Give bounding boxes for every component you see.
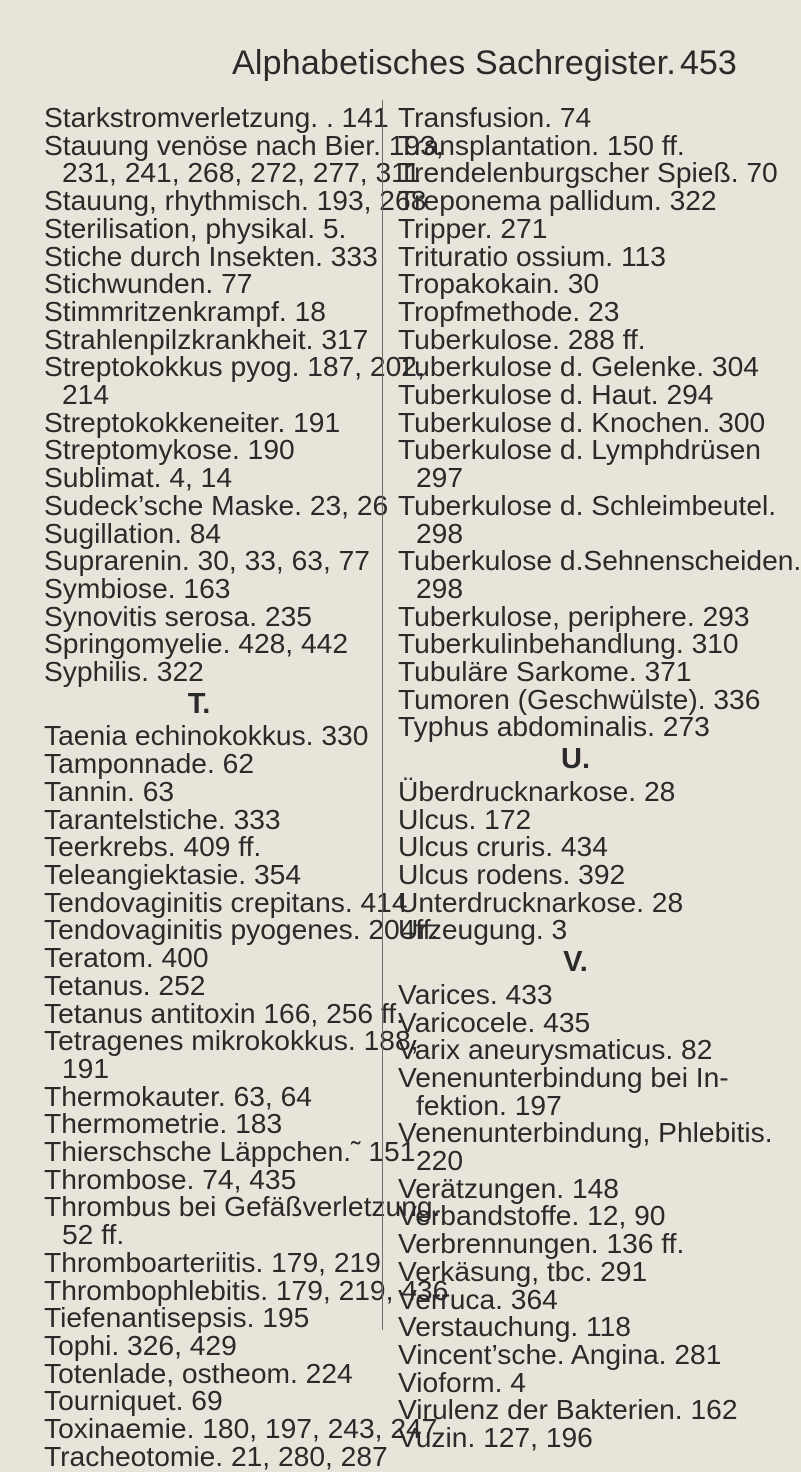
index-entry-line: Verbandstoffe. 12, 90 [398,1199,666,1232]
index-entry-line: Tamponnade. 62 [44,747,255,780]
index-entry-line: Stimmritzenkrampf. 18 [44,294,326,327]
index-entry-line: Thierschsche Läppchen.˜ 151 [44,1135,416,1168]
index-entry [44,747,374,780]
index-entry-line: Teratom. 400 [44,941,209,974]
page-header [0,44,801,84]
index-entry-line: Tropfmethode. 23 [398,294,620,327]
index-entry-line: Tuberkulose d.Sehnenscheiden. [398,544,801,577]
index-entry [44,294,374,327]
index-entry [44,488,389,521]
index-entry-continuation: fektion. 197 [416,1088,562,1121]
index-entry-line: Toxinaemie. 180, 197, 243, 247 [44,1412,438,1445]
index-entry [44,1273,449,1306]
index-entry [44,1328,374,1361]
index-entry [44,239,378,272]
index-entry-line: Tuberkulose d. Lymphdrüsen [398,433,761,466]
index-entry [398,1005,783,1038]
index-entry-line: Syphilis. 322 [44,655,204,688]
index-entry [44,941,374,974]
index-entry-line: Tuberkulinbehandlung. 310 [398,627,739,660]
index-entry [44,571,374,604]
index-entry-continuation: 297 [416,461,464,494]
index-entry-line: Ulcus. 172 [398,802,532,835]
index-entry [44,719,374,752]
index-entry-line: Tiefenantisepsis. 195 [44,1301,310,1334]
index-entry [398,378,783,411]
index-entry [44,1384,374,1417]
index-entry-line: Typhus abdominalis. 273 [398,710,710,743]
index-entry-line: Tuberkulose d. Haut. 294 [398,378,714,411]
index-entry [398,1421,783,1454]
index-entry [44,211,374,244]
index-entry [398,1199,783,1232]
index-entry-line: Stiche durch Insekten. 333 [44,239,378,272]
index-entry-line: Tourniquet. 69 [44,1384,223,1417]
index-entry-line: Varix aneurysmaticus. 82 [398,1033,713,1066]
index-entry-line: Transfusion. 74 [398,101,592,133]
index-entry-line: Taenia echinokokkus. 330 [44,719,369,752]
index-entry [398,885,783,918]
index-entry [398,128,783,161]
index-entry-line: Tetragenes mikrokokkus. 188, [44,1024,419,1057]
index-entry [398,1365,783,1398]
index-entry [398,1171,783,1204]
index-entry-line: Springomyelie. 428, 442 [44,627,348,660]
index-entry [44,913,439,946]
index-entry [44,1356,374,1389]
index-entry [44,1135,416,1168]
index-entry-continuation: 220 [416,1144,464,1177]
index-entry [44,599,374,632]
index-entry-line: Tripper. 271 [398,211,548,244]
index-entry [44,128,444,189]
index-entry-line: Verruca. 364 [398,1282,558,1315]
index-entry [398,294,783,327]
index-entry-line: Vioform. 4 [398,1365,526,1398]
index-entry [398,1393,783,1426]
index-entry-line: Synovitis serosa. 235 [44,599,312,632]
index-entry [44,968,374,1001]
index-entry [398,1227,783,1260]
index-entry [44,857,374,890]
index-entry-line: Verätzungen. 148 [398,1171,619,1204]
index-entry [398,1033,783,1066]
index-entry [44,885,408,918]
section-letter-heading: T. [187,687,211,720]
index-entry-line: Tarantelstiche. 333 [44,802,281,835]
index-entry-line: Thrombophlebitis. 179, 219, 436 [44,1273,449,1306]
index-entry-line: Trendelenburgscher Spieß. 70 [398,156,778,189]
index-entry [398,267,783,300]
section-letter-heading: V. [563,946,588,979]
index-entry [398,1337,783,1370]
index-entry-line: Venenunterbindung bei In- [398,1060,729,1093]
index-entry-line: Virulenz der Bakterien. 162 [398,1393,738,1426]
index-entry-line: Streptokokkeneiter. 191 [44,405,341,438]
index-entry-line: Starkstromverletzung. . 141 [44,101,389,133]
index-entry-line: Thrombus bei Gefäßverletzung. [44,1190,441,1223]
index-entry-line: Teleangiektasie. 354 [44,857,302,890]
index-entry-line: Thrombose. 74, 435 [44,1162,297,1195]
index-entry-continuation: 214 [62,378,110,411]
index-column-right [398,101,801,1454]
index-entry-line: Tumoren (Geschwülste). 336 [398,682,761,715]
index-entry-line: Transplantation. 150 ff. [398,128,685,161]
index-entry [398,211,783,244]
index-entry-line: Sudeck’sche Maske. 23, 26 [44,488,389,521]
index-entry [44,516,374,549]
index-entry-line: Thromboarteriitis. 179, 219 [44,1245,381,1278]
index-entry-line: Unterdrucknarkose. 28 [398,885,684,918]
index-entry [398,1282,783,1315]
index-entry [44,996,404,1029]
index-entry-line: Ulcus cruris. 434 [398,830,608,863]
index-entry-line: Verbrennungen. 136 ff. [398,1227,685,1260]
page-title: Alphabetisches Sachregister. [232,44,677,82]
index-entry [44,544,374,577]
index-entry [398,977,783,1010]
index-entry-line: Trituratio ossium. 113 [398,239,666,272]
section-letter-heading: U. [561,743,590,776]
index-entry-line: Sublimat. 4, 14 [44,461,233,494]
index-entry-line: Tetanus. 252 [44,968,206,1001]
index-entry-line: Tophi. 326, 429 [44,1328,237,1361]
index-entry-line: Tropakokain. 30 [398,267,600,300]
index-entry [398,913,783,946]
index-entry-line: Stichwunden. 77 [44,267,253,300]
index-entry-line: Überdrucknarkose. 28 [398,774,676,807]
index-entry-line: Varicocele. 435 [398,1005,591,1038]
index-entry-line: Tendovaginitis pyogenes. 204ff. [44,913,439,946]
index-entry [44,405,374,438]
index-entry [44,655,374,688]
index-entry-line: Verstauchung. 118 [398,1310,631,1343]
index-entry [44,1079,374,1112]
index-entry [44,101,389,133]
index-entry [398,710,783,743]
index-entry [398,101,783,133]
index-entry [44,802,374,835]
index-entry [398,544,801,604]
index-entry-line: Stauung venöse nach Bier. 193, [44,128,444,161]
index-entry [44,184,427,217]
index-entry [44,433,374,466]
index-entry [398,774,783,807]
index-entry [398,682,783,715]
index-entry [398,433,783,494]
index-entry-line: Tubuläre Sarkome. 371 [398,655,692,688]
index-entry-continuation: 298 [416,571,464,604]
index-entry [398,655,783,688]
index-entry-line: Tuberkulose d. Gelenke. 304 [398,350,759,383]
index-entry [398,239,783,272]
index-entry [44,1439,388,1472]
index-entry-line: Urzeugung. 3 [398,913,568,946]
index-entry-line: Thermokauter. 63, 64 [44,1079,312,1112]
index-entry-line: Tannin. 63 [44,774,175,807]
index-entry [398,156,783,189]
index-entry-continuation: 52 ff. [62,1218,125,1251]
index-entry-line: Thermometrie. 183 [44,1107,283,1140]
index-entry-line: Vuzin. 127, 196 [398,1421,593,1454]
index-entry [44,461,374,494]
index-entry [44,350,425,411]
index-entry-line: Teerkrebs. 409 ff. [44,830,262,863]
index-entry [44,267,374,300]
index-entry-line: Tuberkulose, periphere. 293 [398,599,750,632]
index-entry [44,774,374,807]
index-entry [398,1116,783,1177]
index-entry-line: Streptokokkus pyog. 187, 202, [44,350,425,383]
index-entry [44,1162,374,1195]
index-entry [398,627,783,660]
index-entry-line: Venenunterbindung, Phlebitis. [398,1116,773,1149]
index-entry-line: Tuberkulose d. Schleimbeutel. [398,488,777,521]
index-entry [398,1254,783,1287]
index-entry [398,1310,783,1343]
index-entry-line: Strahlenpilzkrankheit. 317 [44,322,369,355]
index-entry-line: Streptomykose. 190 [44,433,295,466]
index-entry-line: Ulcus rodens. 392 [398,857,626,890]
index-entry [398,830,783,863]
index-entry-line: Tetanus antitoxin 166, 256 ff. [44,996,404,1029]
index-entry [398,405,783,438]
index-entry-line: Symbiose. 163 [44,571,231,604]
index-entry-line: Sterilisation, physikal. 5. [44,211,347,244]
index-entry-line: Varices. 433 [398,977,553,1010]
index-entry [398,322,783,355]
index-entry-line: Sugillation. 84 [44,516,222,549]
index-entry [398,599,783,632]
index-entry-line: Totenlade, ostheom. 224 [44,1356,353,1389]
index-entry-line: Tuberkulose d. Knochen. 300 [398,405,766,438]
column-divider [382,100,383,1330]
index-entry-continuation: 231, 241, 268, 272, 277, 311 [62,156,421,189]
index-entry [44,1412,438,1445]
index-entry [398,488,783,549]
index-entry [44,1245,381,1278]
index-entry-line: Tuberkulose. 288 ff. [398,322,646,355]
index-entry [398,350,783,383]
index-entry [398,802,783,835]
index-entry [44,1301,374,1334]
index-entry [44,830,374,863]
index-entry-line: Treponema pallidum. 322 [398,184,717,217]
index-entry [44,627,374,660]
index-entry-line: Tendovaginitis crepitans. 414 [44,885,408,918]
index-entry-line: Stauung, rhythmisch. 193, 268 [44,184,427,217]
index-entry-line: Verkäsung, tbc. 291 [398,1254,648,1287]
index-entry [398,184,783,217]
index-entry-line: Vincent’sche. Angina. 281 [398,1337,722,1370]
index-entry-continuation: 298 [416,516,464,549]
index-entry-line: Tracheotomie. 21, 280, 287 [44,1439,388,1472]
index-entry [398,1060,783,1121]
index-entry [44,1107,374,1140]
index-entry [44,1024,419,1084]
index-entry-line: Suprarenin. 30, 33, 63, 77 [44,544,370,577]
page-number: 453 [680,44,737,82]
index-entry [44,1190,441,1251]
index-entry [44,322,374,355]
index-entry [398,857,783,890]
index-entry-continuation: 191 [62,1051,110,1084]
